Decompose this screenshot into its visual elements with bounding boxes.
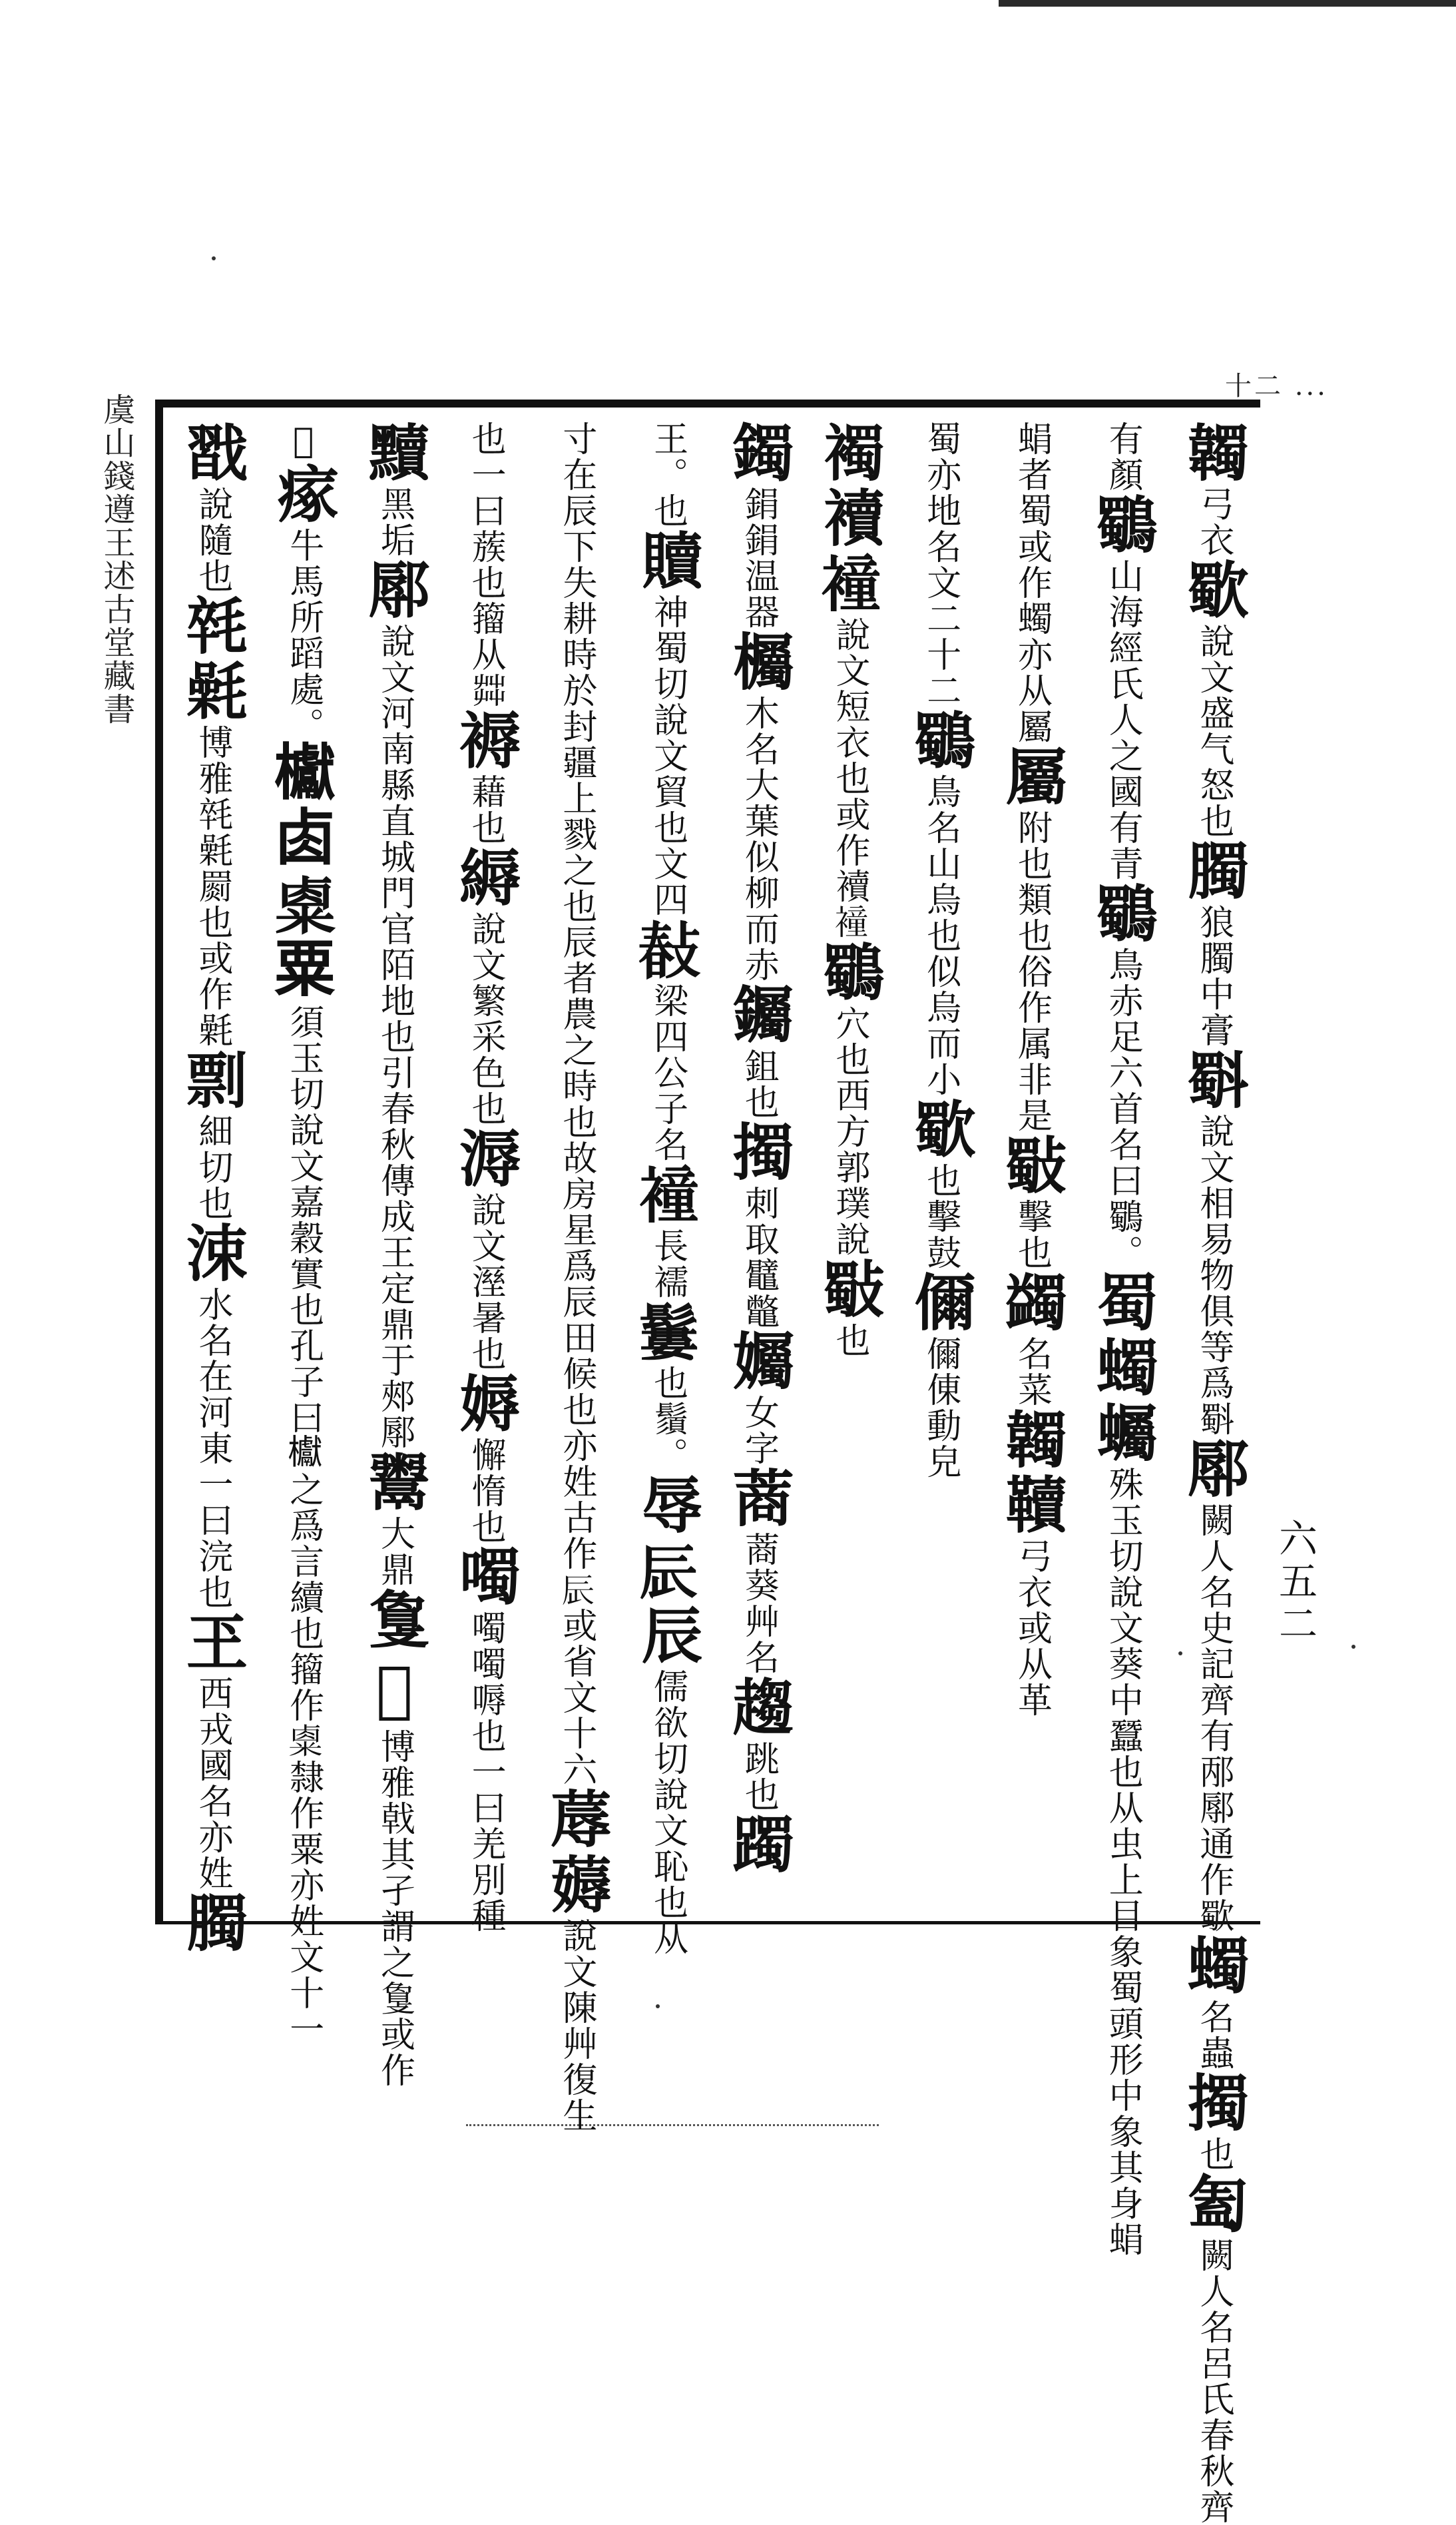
headword: 鬻 xyxy=(358,1450,431,1516)
headword: 蠲 xyxy=(995,1270,1068,1336)
gloss: 名菜 xyxy=(1011,1336,1052,1408)
headword: 𧝎 xyxy=(631,1163,704,1228)
text-column xyxy=(1177,421,1250,2525)
running-head: 十二 ... xyxy=(1225,371,1328,402)
gloss: 須玉切說文嘉穀實也孔子曰𣡌之爲言續也籀作𥻆隸作粟亦姓文十一 xyxy=(283,1004,324,2047)
headword: 孎 xyxy=(722,1329,795,1394)
gloss: 鋗鋗温器 xyxy=(738,486,779,630)
scan-speck xyxy=(1351,1645,1355,1649)
gloss: 闕人名呂氏春秋齊 xyxy=(1193,2237,1234,2525)
gloss: 附也類也俗作属非是 xyxy=(1011,810,1052,1133)
gloss: 也鬚 xyxy=(647,1365,688,1437)
gloss: 博雅㲞氉罽也或作氉 xyxy=(192,724,232,1048)
headword: 襡 xyxy=(814,421,886,486)
headword: 瘃 xyxy=(267,462,340,527)
headword: 鐲 xyxy=(722,421,795,486)
gloss: 鳥赤足六首名曰鸀 xyxy=(1102,947,1143,1235)
headword: 鸀 xyxy=(1087,882,1159,947)
headword: 韇 xyxy=(995,1473,1068,1538)
gloss: 說文河南縣直城門官陌地也引春秋傳成王定鼎于郟鄏 xyxy=(374,623,415,1450)
headword: 㲞 xyxy=(176,594,248,659)
headword: 剽 xyxy=(176,1048,248,1113)
headword: 斀 xyxy=(814,1257,886,1322)
headword: 辱 xyxy=(631,1473,704,1538)
gloss: 黑垢 xyxy=(374,486,415,558)
gloss: 也一曰蔟也籀从茻 xyxy=(465,421,506,708)
headword: 涑 xyxy=(176,1221,248,1286)
headword: 斣 xyxy=(1177,1048,1250,1113)
gloss: 梁四公子名 xyxy=(647,983,688,1163)
gloss: 蔏葵艸名 xyxy=(738,1532,779,1675)
gloss: 說隨也 xyxy=(192,486,232,594)
scan-speck xyxy=(212,256,216,260)
headword: 溽 xyxy=(449,1127,522,1192)
scan-edge-top xyxy=(999,0,1456,7)
headword: 噣 xyxy=(449,1545,522,1610)
gloss: 神蜀切說文貿也文四 xyxy=(647,594,688,918)
text-column xyxy=(176,421,248,1956)
gloss: 藉也 xyxy=(465,774,506,846)
headword: 鄏 xyxy=(1177,1437,1250,1502)
gloss: 說文繁采色也 xyxy=(465,911,506,1127)
text-column xyxy=(906,421,975,1919)
gloss: 殊玉切說文葵中蠶也从虫上目象蜀頭形中象其身蜎 xyxy=(1102,1466,1143,2257)
gloss: 說文溼暑也 xyxy=(465,1192,506,1372)
headword: 薅 xyxy=(540,1852,612,1918)
headword: 擉 xyxy=(1177,2071,1250,2136)
headword: 氉 xyxy=(176,659,248,724)
headword: 媷 xyxy=(449,1372,522,1437)
page-number: 六五二 xyxy=(1272,1518,1318,1646)
headword: 臅 xyxy=(1177,839,1250,904)
headword: 襩 xyxy=(814,486,886,551)
headword: 𣡌 xyxy=(267,743,340,808)
gloss: 。 xyxy=(1102,1235,1143,1270)
scan-speck xyxy=(656,2004,660,2008)
gloss: 木名大葉似柳而赤 xyxy=(738,695,779,983)
headword: 臅 xyxy=(176,1891,248,1956)
gloss: 懈惰也 xyxy=(465,1437,506,1545)
gloss: 弓衣或从革 xyxy=(1011,1538,1052,1718)
gloss: 刺取鼊鼈 xyxy=(738,1185,779,1329)
gloss: 長襦 xyxy=(647,1228,688,1300)
gloss: 鳥名山烏也似烏而小 xyxy=(920,774,961,1097)
gloss: 山海經氏人之國有青 xyxy=(1102,558,1143,882)
gloss: 水名在河東一曰浣也 xyxy=(192,1286,232,1610)
text-column xyxy=(267,421,340,2047)
gloss: 弓衣 xyxy=(1193,486,1234,558)
headword: 贖 xyxy=(631,529,704,594)
gloss: 大鼎 xyxy=(374,1516,415,1587)
gloss: 細切也 xyxy=(192,1113,232,1221)
text-column xyxy=(724,421,793,1919)
gloss: 說文陳艸復生 xyxy=(556,1918,597,2133)
headword: 褥 xyxy=(449,708,522,774)
headword: 𥻆 xyxy=(267,874,340,939)
gloss: 博雅戟其孑謂之𢿌或作 xyxy=(374,1729,415,2088)
gloss: 西戎國名亦姓 xyxy=(192,1675,232,1891)
headword: 蓐 xyxy=(540,1787,612,1852)
text-column xyxy=(815,421,884,1919)
headword: 鄏 xyxy=(358,558,431,623)
gloss: 𢿍 xyxy=(283,421,324,462)
headword: 𢿍 xyxy=(358,1653,431,1729)
headword: 韣 xyxy=(1177,421,1250,486)
text-column xyxy=(540,421,612,2133)
headword: 歜 xyxy=(904,1097,977,1163)
headword: 辰 xyxy=(631,1603,704,1669)
gloss: 也 xyxy=(1193,2136,1234,2172)
headword: 钃 xyxy=(722,983,795,1048)
gloss: 噣噣嗕也一曰羌別種 xyxy=(465,1610,506,1934)
text-block xyxy=(155,400,1260,2525)
headword: 躅 xyxy=(722,1813,795,1878)
gloss: 擊也 xyxy=(1011,1199,1052,1270)
gloss: 蜀亦地名文二十二 xyxy=(920,421,961,708)
headword: 𢾎 xyxy=(631,918,704,983)
gloss: 蜎者蜀或作蠋亦从屬 xyxy=(1011,421,1052,744)
gloss: 說文相易物俱等爲斣 xyxy=(1193,1113,1234,1437)
gloss: 。 xyxy=(647,1437,688,1473)
headword: 趨 xyxy=(722,1675,795,1741)
headword: 擉 xyxy=(722,1120,795,1185)
text-column xyxy=(631,421,704,1956)
gloss: 。 xyxy=(283,707,324,743)
headword: 儞 xyxy=(904,1270,977,1336)
gloss: 有顏 xyxy=(1102,421,1143,493)
gloss: 也擊鼓 xyxy=(920,1163,961,1270)
text-column xyxy=(997,421,1066,1919)
headword: 𩯁 xyxy=(631,1300,704,1365)
headword: 斀 xyxy=(995,1133,1068,1199)
gloss: 穴也西方郭璞說 xyxy=(830,1005,870,1257)
gloss: 狼臅中膏 xyxy=(1193,904,1234,1048)
headword: 蠾 xyxy=(1087,1401,1159,1466)
headword: 縟 xyxy=(449,846,522,911)
headword: 歜 xyxy=(1177,558,1250,623)
headword: 鸀 xyxy=(814,940,886,1005)
headword: 𨑃 xyxy=(631,1538,704,1603)
scan-edge-bottom xyxy=(466,2124,879,2128)
headword: 韣 xyxy=(995,1408,1068,1473)
headword: 玊 xyxy=(176,1610,248,1675)
headword: 㦻 xyxy=(176,421,248,486)
gloss: 儒欲切說文恥也从 xyxy=(647,1669,688,1956)
headword: 㔩 xyxy=(1177,2172,1250,2237)
headword: 蠋 xyxy=(1177,1934,1250,1999)
headword: 𢿌 xyxy=(358,1587,431,1653)
headword: 欘 xyxy=(722,630,795,695)
headword: 屬 xyxy=(995,744,1068,810)
text-column xyxy=(449,421,522,1934)
text-columns xyxy=(171,421,1260,2525)
gloss: 名蟲 xyxy=(1193,1999,1234,2071)
gloss: 寸在辰下失耕時於封疆上戮之也辰者農之時也故房星爲辰田候也亦姓古作𨑃或省文十六 xyxy=(556,421,597,1787)
headword: 鸀 xyxy=(1087,493,1159,558)
text-column xyxy=(1087,421,1159,2257)
headword: 鸀 xyxy=(904,708,977,774)
headword: 黷 xyxy=(358,421,431,486)
gloss: 鉏也 xyxy=(738,1048,779,1120)
headword: 𧝎 xyxy=(814,551,886,617)
headword: 蔏 xyxy=(722,1466,795,1532)
gloss: 闕人名史記齊有邴鄏通作歜 xyxy=(1193,1502,1234,1934)
headword: 粟 xyxy=(267,939,340,1004)
headword: 𠧪 xyxy=(267,808,340,874)
gloss: 女字 xyxy=(738,1394,779,1466)
gloss: 也 xyxy=(830,1322,870,1358)
gloss: 王。也 xyxy=(647,421,688,529)
gloss: 說文短衣也或作襩𧝎 xyxy=(830,617,870,940)
gloss: 儞倲動皃 xyxy=(920,1336,961,1480)
gloss: 牛馬所蹈處 xyxy=(283,527,324,707)
headword: 蜀 xyxy=(1087,1270,1159,1336)
publisher-mark: 虞山錢遵王述古堂藏書 xyxy=(98,393,135,726)
gloss: 說文盛气怒也 xyxy=(1193,623,1234,839)
headword: 蠋 xyxy=(1087,1336,1159,1401)
gloss: 跳也 xyxy=(738,1741,779,1813)
text-column xyxy=(358,421,431,2088)
